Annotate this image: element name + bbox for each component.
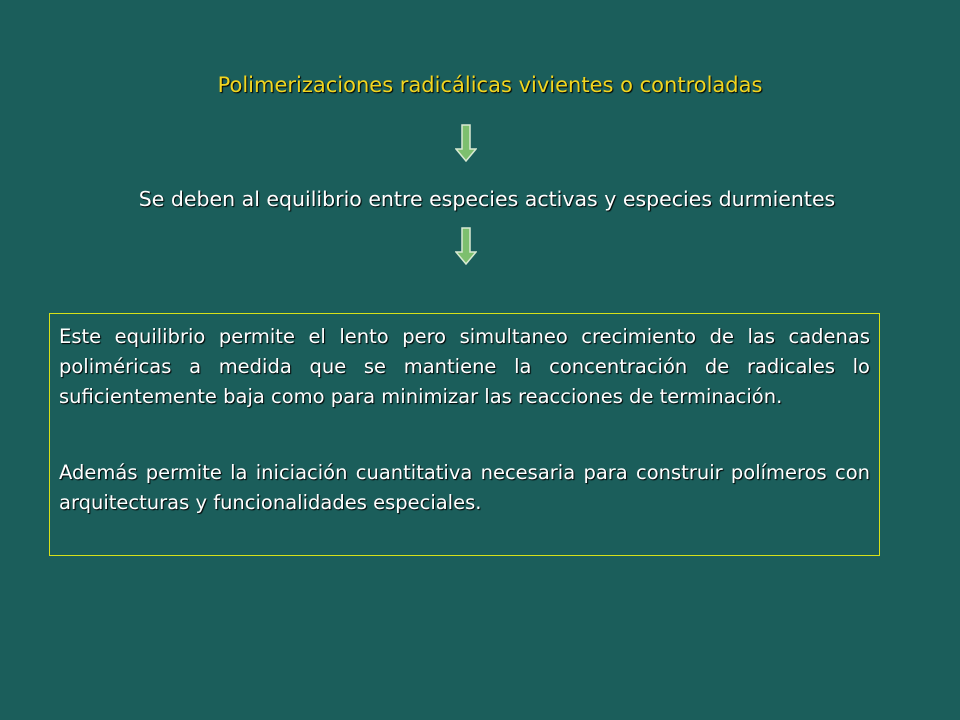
explanation-box [49, 313, 880, 556]
explanation-paragraph-1: Este equilibrio permite el lento pero simultaneo crecimiento de las cadenas poliméricas a medida que se mantiene la concentración de radicales lo suficientemente baja como para minimizar las reacciones de terminación. [59, 325, 870, 408]
explanation-paragraph-2: Además permite la iniciación cuantitativa necesaria para construir polímeros con arquitecturas y funcionalidades especiales. [59, 461, 870, 514]
slide-subtitle: Se deben al equilibrio entre especies activas y especies durmientes [138, 187, 836, 211]
slide-title: Polimerizaciones radicálicas vivientes o controladas [217, 73, 763, 97]
down-arrow-icon [455, 227, 477, 265]
down-arrow-icon [455, 124, 477, 162]
